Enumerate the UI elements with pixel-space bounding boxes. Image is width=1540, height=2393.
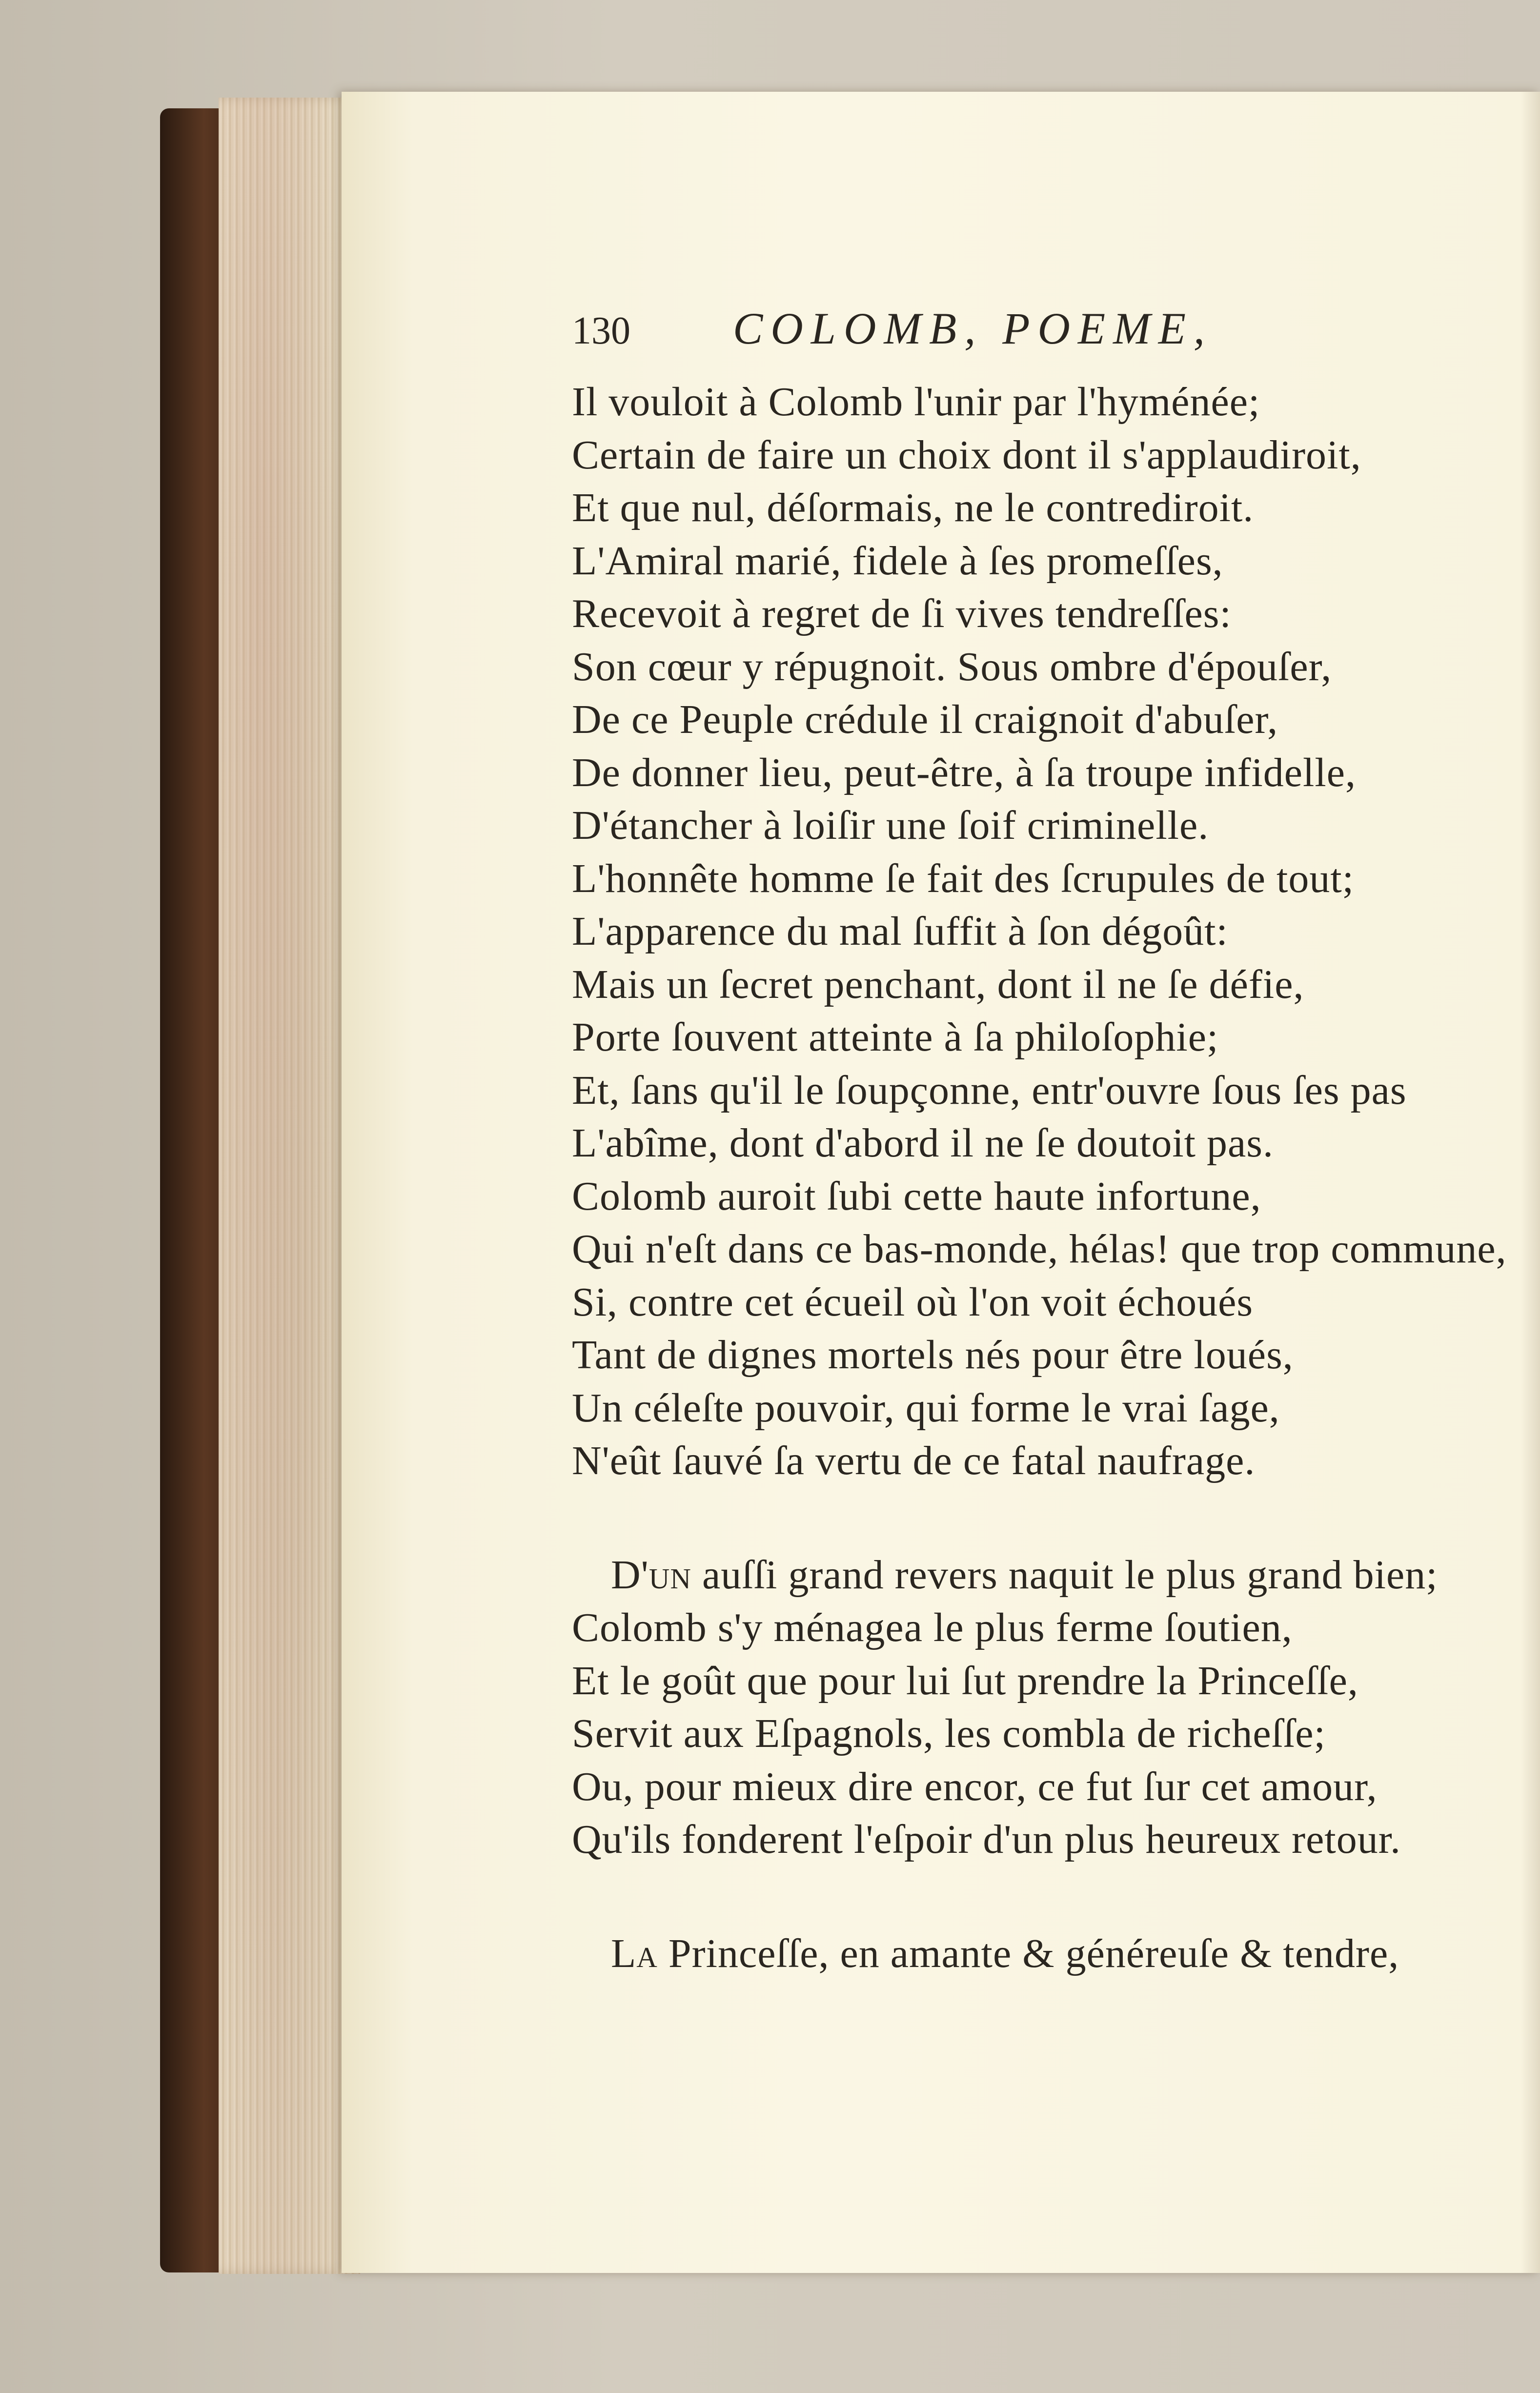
verse-line-first	[572, 1549, 1479, 1602]
verse-line: Tant de dignes mortels nés pour être loués,	[572, 1332, 1294, 1378]
verse-line: L'honnête homme ſe fait des ſcrupules de tout;	[572, 855, 1355, 901]
stanza-3	[572, 1927, 1479, 1981]
lead-word: D'un	[611, 1552, 692, 1598]
verse-line: Recevoit à regret de ſi vives tendreſſes:	[572, 591, 1232, 636]
lead-word: La	[611, 1930, 658, 1976]
verse-line: Son cœur y répugnoit. Sous ombre d'épouſer,	[572, 644, 1332, 690]
verse-text: Princeſſe, en amante & généreuſe & tendre,	[657, 1930, 1399, 1976]
running-head	[572, 303, 1479, 376]
verse-line: L'apparence du mal ſuffit à ſon dégoût:	[572, 909, 1228, 954]
verse-line: Colomb auroit ſubi cette haute infortune,	[572, 1173, 1261, 1219]
verse-line: Un céleſte pouvoir, qui forme le vrai ſage,	[572, 1385, 1280, 1431]
gutter-shadow	[1520, 92, 1540, 2273]
verse-line: Ou, pour mieux dire encor, ce fut ſur cet amour,	[572, 1764, 1378, 1809]
stanza-break	[572, 1488, 1479, 1549]
stanza-1	[572, 376, 1507, 1488]
verse-line: Il vouloit à Colomb l'unir par l'hyménée;	[572, 379, 1260, 425]
verse-text: auſſi grand revers naquit le plus grand bien;	[691, 1552, 1438, 1598]
verse-line: Qu'ils fonderent l'eſpoir d'un plus heureux retour.	[572, 1817, 1401, 1862]
stanza-break	[572, 1866, 1479, 1927]
verse-line-first	[572, 1927, 1479, 1981]
verse-line: De ce Peuple crédule il craignoit d'abuſer,	[572, 697, 1278, 742]
page-number: 130	[572, 309, 630, 352]
text-block	[572, 303, 1507, 1980]
page-edge-foxing	[219, 98, 360, 2274]
verse-line: Si, contre cet écueil où l'on voit échoués	[572, 1279, 1254, 1325]
verse-line: Et que nul, déſormais, ne le contrediroit.	[572, 485, 1254, 530]
verse-line: Et le goût que pour lui ſut prendre la Princeſſe,	[572, 1658, 1358, 1703]
verse-line: N'eût ſauvé ſa vertu de ce fatal naufrage.	[572, 1438, 1256, 1483]
page-edges	[219, 98, 360, 2274]
verse-line: De donner lieu, peut-être, à ſa troupe infidelle,	[572, 750, 1357, 795]
verse-line: Et, ſans qu'il le ſoupçonne, entr'ouvre ſous ſes pas	[572, 1067, 1407, 1113]
verse-line: Porte ſouvent atteinte à ſa philoſophie;	[572, 1014, 1219, 1060]
verse-line: Servit aux Eſpagnols, les combla de richeſſe;	[572, 1711, 1326, 1756]
verse-line: Mais un ſecret penchant, dont il ne ſe défie,	[572, 961, 1304, 1007]
running-title: COLOMB, POEME,	[733, 304, 1213, 353]
verse-line: L'Amiral marié, fidele à ſes promeſſes,	[572, 538, 1223, 584]
verse-line: Colomb s'y ménagea le plus ferme ſoutien,	[572, 1605, 1293, 1650]
verse-line: L'abîme, dont d'abord il ne ſe doutoit pas.	[572, 1120, 1274, 1166]
stanza-2	[572, 1549, 1479, 1866]
verse-line: Qui n'eſt dans ce bas-monde, hélas! que trop commune,	[572, 1226, 1507, 1272]
verse-line: D'étancher à loiſir une ſoif criminelle.	[572, 803, 1209, 848]
verse-line: Certain de faire un choix dont il s'applaudiroit,	[572, 432, 1361, 478]
